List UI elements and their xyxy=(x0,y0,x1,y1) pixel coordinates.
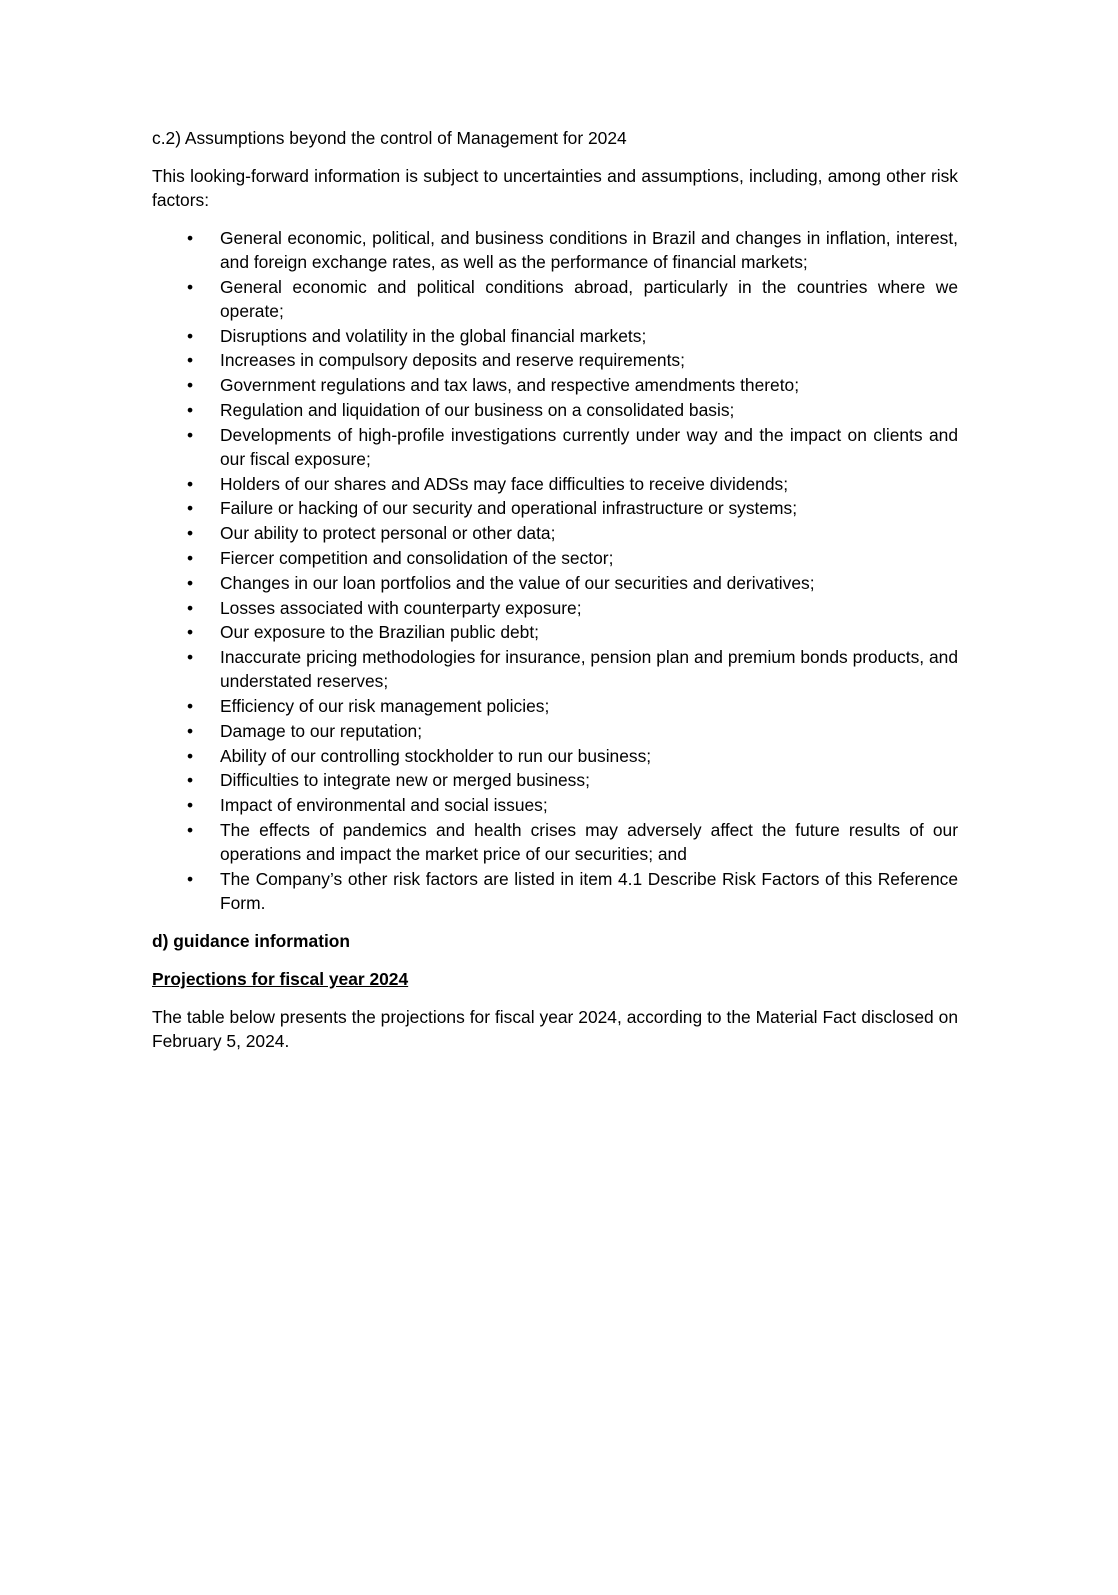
list-item-text: Regulation and liquidation of our business on a consolidated basis; xyxy=(220,399,735,420)
list-item xyxy=(152,719,958,743)
list-item-text: General economic and political conditions abroad, particularly in the countries where we operate; xyxy=(220,276,958,321)
projections-heading: Projections for fiscal year 2024 xyxy=(152,968,409,989)
bullet-icon: • xyxy=(186,473,194,494)
list-item-text: Failure or hacking of our security and operational infrastructure or systems; xyxy=(220,498,798,519)
list-item-text: Impact of environmental and social issues; xyxy=(220,795,548,816)
list-item xyxy=(152,348,958,372)
document-page xyxy=(152,126,958,1053)
bullet-icon: • xyxy=(186,622,194,643)
guidance-heading: d) guidance information xyxy=(152,930,351,951)
bullet-icon: • xyxy=(186,424,194,445)
bullet-icon: • xyxy=(186,819,194,840)
bullet-icon: • xyxy=(186,547,194,568)
list-item xyxy=(152,423,958,471)
list-item xyxy=(152,521,958,545)
list-item xyxy=(152,496,958,520)
list-item xyxy=(152,744,958,768)
list-item xyxy=(152,398,958,422)
list-item-text: Holders of our shares and ADSs may face difficulties to receive dividends; xyxy=(220,473,789,494)
list-item-text: Damage to our reputation; xyxy=(220,720,423,741)
list-item xyxy=(152,793,958,817)
list-item-text: Fiercer competition and consolidation of the sector; xyxy=(220,547,614,568)
list-item xyxy=(152,818,958,866)
list-item xyxy=(152,768,958,792)
bullet-icon: • xyxy=(186,375,194,396)
list-item xyxy=(152,571,958,595)
bullet-icon: • xyxy=(186,498,194,519)
list-item-text: Government regulations and tax laws, and respective amendments thereto; xyxy=(220,375,800,396)
bullet-icon: • xyxy=(186,597,194,618)
bullet-icon: • xyxy=(186,868,194,889)
list-item xyxy=(152,472,958,496)
list-item xyxy=(152,867,958,915)
list-item-text: Inaccurate pricing methodologies for insurance, pension plan and premium bonds products, and understated reserves; xyxy=(220,647,958,692)
list-item xyxy=(152,373,958,397)
list-item-text: The effects of pandemics and health crises may adversely affect the future results of our operations and impact the market price of our securities; and xyxy=(220,819,958,864)
bullet-icon: • xyxy=(186,325,194,346)
list-item-text: Difficulties to integrate new or merged business; xyxy=(220,770,590,791)
bullet-icon: • xyxy=(186,523,194,544)
intro-paragraph: This looking-forward information is subject to uncertainties and assumptions, including, among other risk factors: xyxy=(152,166,958,210)
section-subheading: c.2) Assumptions beyond the control of Management for 2024 xyxy=(152,128,627,148)
bullet-icon: • xyxy=(186,770,194,791)
bullet-icon: • xyxy=(186,572,194,593)
bullet-icon: • xyxy=(186,695,194,716)
list-item-text: Increases in compulsory deposits and reserve requirements; xyxy=(220,350,685,371)
bullet-icon: • xyxy=(186,745,194,766)
list-item-text: Developments of high-profile investigations currently under way and the impact on clients and our fiscal exposure; xyxy=(220,424,958,469)
bullet-icon: • xyxy=(186,276,194,297)
list-item-text: Efficiency of our risk management policies; xyxy=(220,695,550,716)
list-item xyxy=(152,620,958,644)
list-item-text: Losses associated with counterparty exposure; xyxy=(220,597,582,618)
bullet-icon: • xyxy=(186,795,194,816)
list-item xyxy=(152,275,958,323)
bullet-icon: • xyxy=(186,720,194,741)
bullet-icon: • xyxy=(186,228,194,248)
risk-factors-list xyxy=(152,226,958,915)
list-item-text: Disruptions and volatility in the global financial markets; xyxy=(220,325,647,346)
bullet-icon: • xyxy=(186,350,194,371)
bullet-icon: • xyxy=(186,399,194,420)
projections-paragraph: The table below presents the projections for fiscal year 2024, according to the Material Fact disclosed on February 5, 2024. xyxy=(152,1006,958,1051)
list-item xyxy=(152,546,958,570)
list-item-text: Our exposure to the Brazilian public debt; xyxy=(220,622,540,643)
list-item-text: The Company’s other risk factors are listed in item 4.1 Describe Risk Factors of this Reference Form. xyxy=(220,868,958,913)
list-item xyxy=(152,324,958,348)
list-item-text: Our ability to protect personal or other data; xyxy=(220,523,556,544)
list-item xyxy=(152,694,958,718)
bullet-icon: • xyxy=(186,647,194,668)
list-item-text: General economic, political, and business conditions in Brazil and changes in inflation, interest, and foreign exchange rates, as well as the performance of financial markets; xyxy=(220,228,958,272)
list-item xyxy=(152,226,958,274)
list-item xyxy=(152,596,958,620)
list-item-text: Ability of our controlling stockholder to run our business; xyxy=(220,745,652,766)
list-item-text: Changes in our loan portfolios and the value of our securities and derivatives; xyxy=(220,572,815,593)
list-item xyxy=(152,645,958,693)
